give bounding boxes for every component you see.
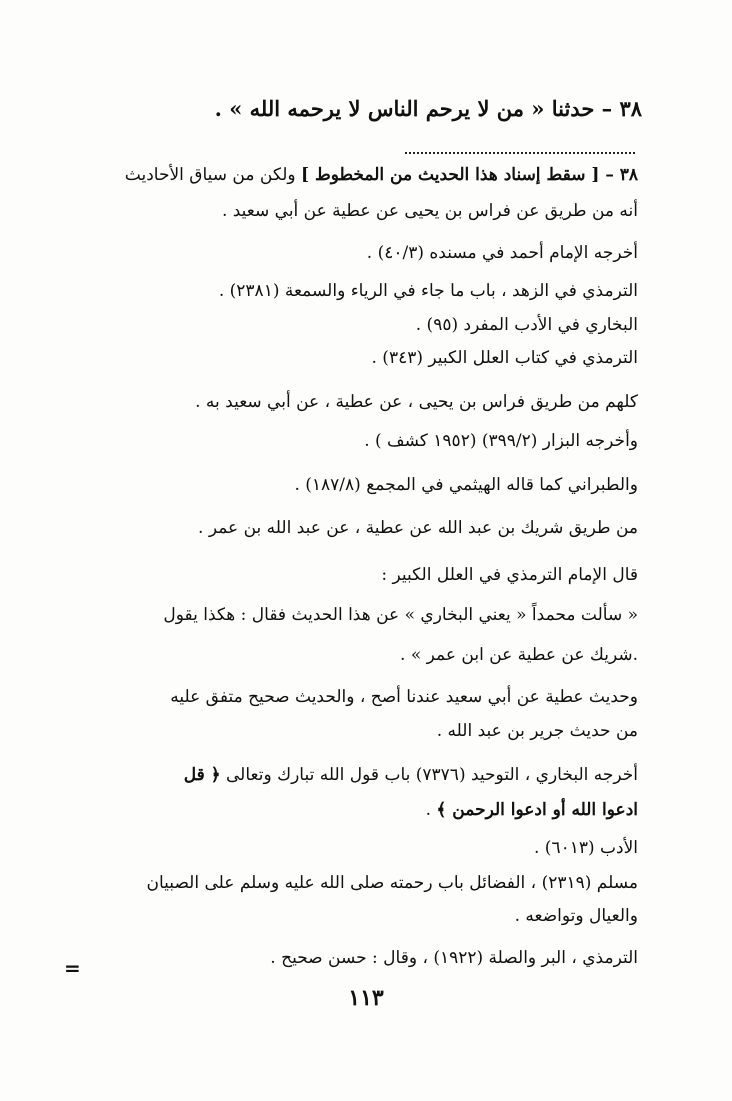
page-number: ١١٣: [348, 985, 384, 1011]
footnote-line: الترمذي في الزهد ، باب ما جاء في الرياء والسمعة (٢٣٨١) .: [218, 281, 638, 301]
footnote-line: وحديث عطية عن أبي سعيد عندنا أصح ، والحديث صحيح متفق عليه: [170, 687, 638, 707]
footnote-line: وأخرجه البزار (٣٩٩/٢) (١٩٥٢ كشف ) .: [364, 431, 638, 451]
footnote-heading-bold: ٣٨ – [ سقط إسناد هذا الحديث من المخطوط ]: [301, 165, 638, 185]
footnote-line: والعيال وتواضعه .: [514, 906, 638, 926]
footnote-heading-rest: ولكن من سياق الأحاديث: [124, 165, 302, 185]
footnote-line: [184, 762, 638, 788]
footnote-separator: [405, 152, 635, 154]
footnote-line: « سألت محمداً « يعني البخاري » عن هذا الحديث فقال : هكذا يقول: [163, 605, 638, 625]
footnote-line: الترمذي في كتاب العلل الكبير (٣٤٣) .: [371, 348, 638, 368]
footnote-line: والطبراني كما قاله الهيثمي في المجمع (١٨٧/٨) .: [294, 475, 638, 495]
hadith-title: ٣٨ – حدثنا « من لا يرحم الناس لا يرحمه الله » .: [214, 96, 642, 121]
footnote-line: من طريق شريك بن عبد الله عن عطية ، عن عبد الله بن عمر .: [198, 518, 638, 538]
quran-verse-end: ادعوا الله أو ادعوا الرحمن ﴾: [436, 800, 638, 820]
footnote-line: [426, 797, 638, 823]
quran-verse-start: ﴿ قل: [183, 765, 221, 785]
footnote-line: أنه من طريق عن فراس بن يحيى عن عطية عن أبي سعيد .: [221, 201, 638, 221]
footnote-line: مسلم (٢٣١٩) ، الفضائل باب رحمته صلى الله عليه وسلم على الصبيان: [146, 873, 638, 893]
footnote-line: الترمذي ، البر والصلة (١٩٢٢) ، وقال : حسن صحيح .: [270, 948, 638, 968]
footnote-line: قال الإمام الترمذي في العلل الكبير :: [381, 565, 638, 585]
footnote-heading: [125, 162, 638, 188]
footnote-line: من حديث جرير بن عبد الله .: [436, 721, 638, 741]
footnote-line: .شريك عن عطية عن ابن عمر » .: [400, 645, 638, 665]
continuation-mark: =: [64, 956, 81, 980]
footnote-line: الأدب (٦٠١٣) .: [533, 838, 638, 858]
footnote-line: كلهم من طريق فراس بن يحيى ، عن عطية ، عن أبي سعيد به .: [195, 392, 638, 412]
footnote-line-text: أخرجه البخاري ، التوحيد (٧٣٧٦) باب قول الله تبارك وتعالى: [226, 765, 638, 785]
footnote-line: أخرجه الإمام أحمد في مسنده (٤٠/٣) .: [366, 243, 638, 263]
footnote-line-period: .: [425, 800, 437, 820]
footnote-line: البخاري في الأدب المفرد (٩٥) .: [415, 315, 638, 335]
